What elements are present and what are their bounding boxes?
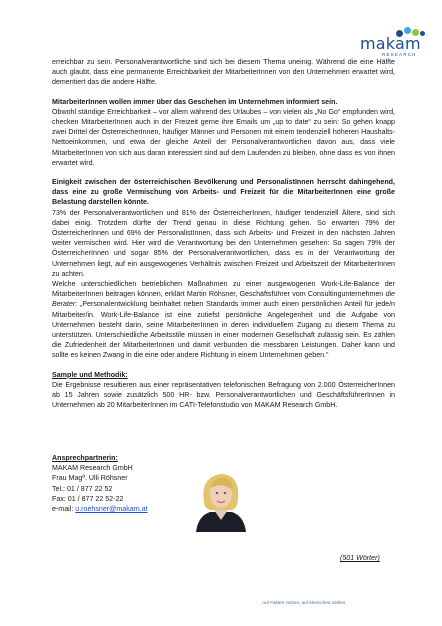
contact-fax: Fax: 01 / 877 22 52-22 (52, 494, 124, 503)
makam-logo (360, 26, 430, 58)
portrait-photo (192, 466, 250, 532)
contact-email-row (52, 504, 148, 514)
email-label: e-mail: (52, 505, 76, 514)
intro-paragraph: erreichbar zu sein. Personalverantwortliche sind sich bei diesem Thema uneinig. Während die eine Hälfte auch glaubt, dass eine permanente Erreichbarkeit der MitarbeiterInnen von den Unternehmen erwartet wird, dementiert das die andere Hälfte. (52, 58, 395, 87)
footer-slogan: Auf Fakten setzen, auf Menschen zählen. (262, 600, 347, 605)
section2-heading: Einigkeit zwischen der österreichischen Bevölkerung und PersonalistInnen herrscht dahingehend, dass eine zu große Vermischung von Arbeits- und Freizeit für die MitarbeiterInnen eine große Belastung darstellen könnte. (52, 178, 395, 207)
contact-company: MAKAM Research GmbH (52, 464, 133, 473)
quote-paragraph (52, 279, 395, 361)
contact-block (52, 453, 148, 514)
company-name-italic: die Berater (52, 290, 395, 309)
email-link[interactable]: u.roehsner@makam.at (75, 505, 148, 514)
method-body: Die Ergebnisse resultieren aus einer repräsentativen telefonischen Befragung von 2.000 ÖsterreicherInnen ab 15 Jahren sowie zusätzlich 500 HR- bzw. Personalverantwortlichen und GeschäftsführerInnen in Unternehmen ab 20 MitarbeiterInnen im CATI-Telefonstudio von MAKAM Research GmbH. (52, 380, 395, 410)
method-heading: Sample und Methodik: (52, 370, 128, 379)
section1-body: Obwohl ständige Erreichbarkeit – vor allem während des Urlaubes – von vielen als „No Go“ empfunden wird, checken MitarbeiterInnen auch in der Freizeit gerne ihre Emails um „up to date“ zu sein: So gehen knapp zwei Drittel der ÖsterreicherInnen, häufiger Männer und Personen mit einem tendenziell höheren Haushalts-Nettoeinkommen, und etwa der gleiche Anteil der Personalverantwortlichen davon aus, dass viele MitarbeiterInnen von sich aus daran interessiert sind auf dem Laufenden zu bleiben, ohne dass es von ihnen erwartet wird. (52, 107, 395, 167)
article-body (52, 57, 395, 411)
contact-heading: Ansprechpartnerin: (52, 454, 118, 462)
contact-name: Frau Magª. Ulli Röhsner (52, 474, 128, 483)
logo-subtitle: RESEARCH (382, 52, 417, 57)
quote-end: : „Personalentwicklung beinhaltet neben Standards immer auch einen persönlichen Anteil für jede/n Mitarbeiter/in. Work-Life-Balance ist eine zutiefst persönliche Angelegenheit und die Aufgabe von Unternehmen besteht darin, seine MitarbeiterInnen in deren individuellem Zugang zu diesem Thema zu unterstützen. Unterschiedliche Arbeitsstile müssen in einer modernen Gesellschaft zulässig sein. Es zählen die Zufriedenheit der MitarbeiterInnen und damit verbunden die messbaren Leistungen. Daher kann und sollte es keinen Zwang in die eine oder andere Richtung in einem Unternehmen geben.“ (52, 300, 395, 360)
logo-wordmark: makam (360, 34, 421, 53)
quote-start: Welche unterschiedlichen betrieblichen Maßnahmen zu einer ausgewogenen Work-Life-Balance der MitarbeiterInnen beitragen können, erklärt Martin Röhsner, Geschäftsführer vom Consultingunternehmen (52, 280, 395, 299)
word-count: (501 Wörter) (340, 554, 380, 562)
section1-heading: MitarbeiterInnen wollen immer über das Geschehen im Unternehmen informiert sein. (52, 97, 338, 106)
section2-body: 73% der Personalverantwortlichen und 81% der ÖsterreicherInnen, häufiger tendenziell Ältere, sind sich dabei einig. Trotzdem dürfte der Trend genau in diese Richtung gehen. So erwarten 79% der ÖsterreicherInnen und 69% der PersonalistInnen, dass sich Arbeits- und Freizeit in den nächsten Jahren weiter vermischen wird. Hier wird die Verantwortung bei den Unternehmen gesehen: So sagen 79% der ÖsterreicherInnen und sogar 85% der Personalverantwortlichen, dass es in der Verantwortung der Unternehmen liegt, auf ein ausgewogenes Verhältnis zwischen Freizeit und Arbeitszeit der MitarbeiterInnen zu achten. (52, 208, 395, 278)
contact-tel: Tel.: 01 / 877 22 52 (52, 484, 113, 493)
